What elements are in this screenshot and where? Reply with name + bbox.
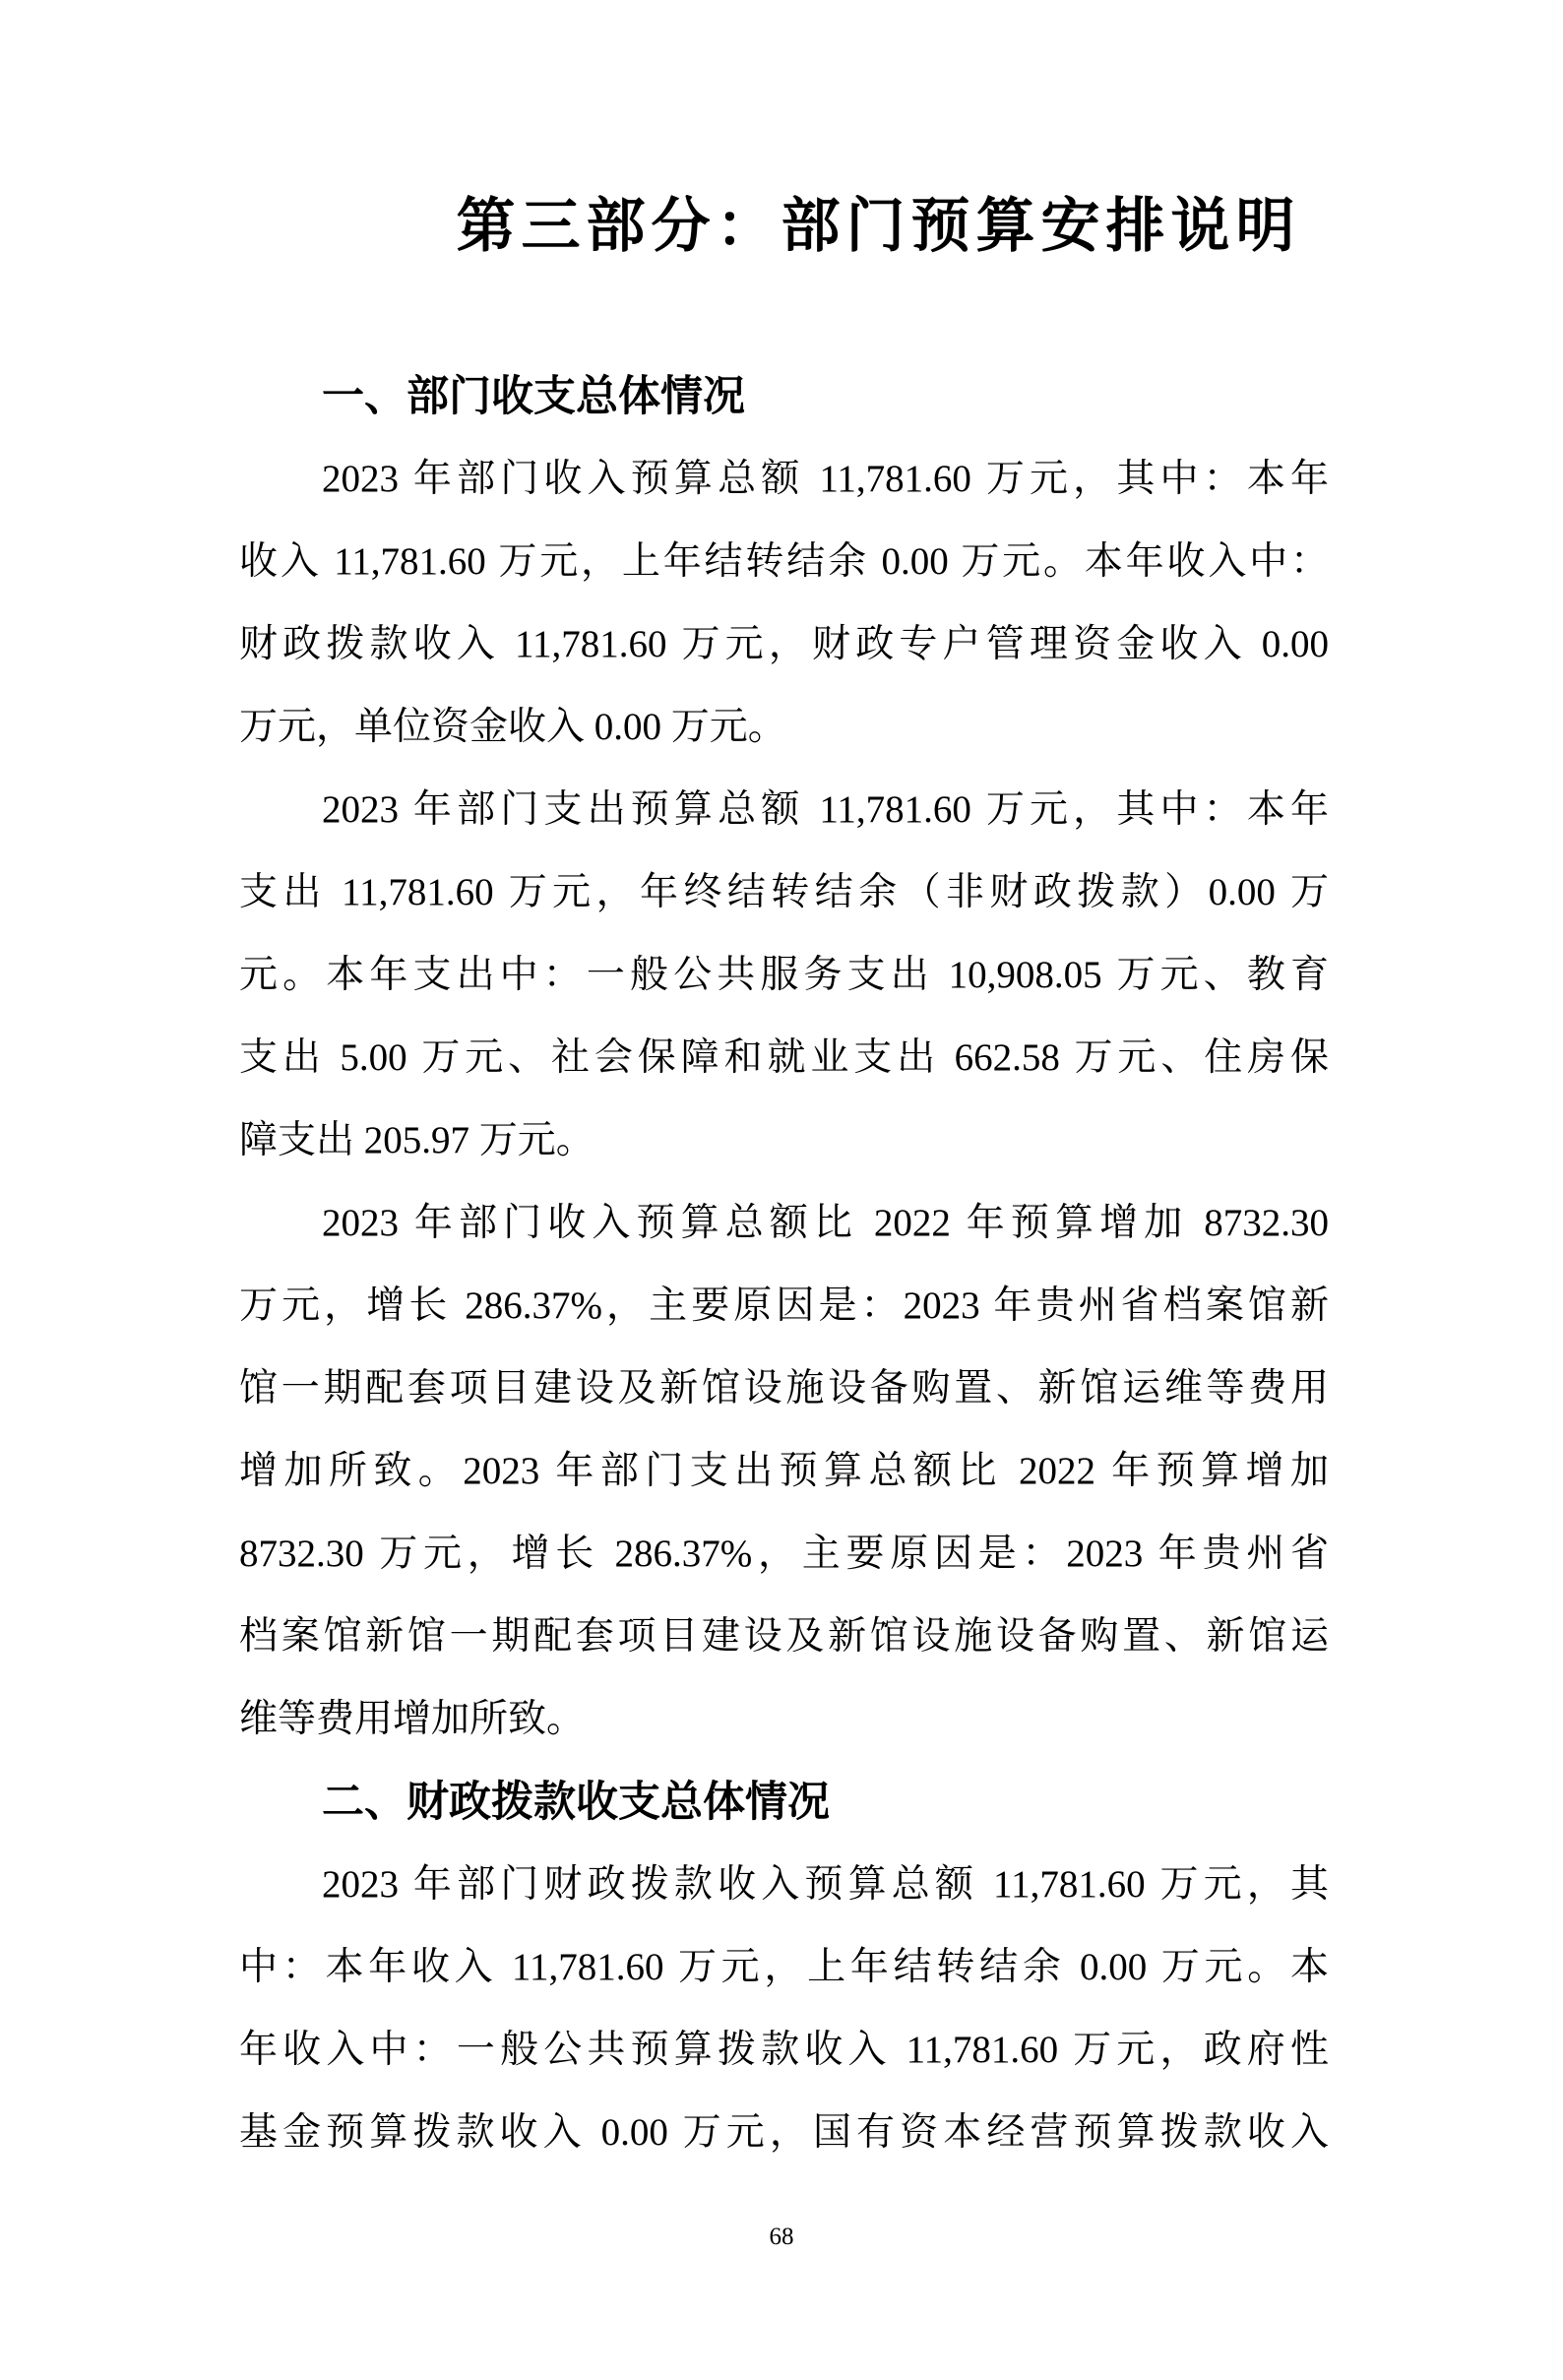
paragraph-line: 2023 年部门财政拨款收入预算总额 11,781.60 万元，其: [322, 1863, 1329, 1906]
paragraph-line: 年收入中：一般公共预算拨款收入 11,781.60 万元，政府性: [239, 2029, 1329, 2071]
paragraph-line: 支出 11,781.60 万元，年终结转结余（非财政拨款）0.00 万: [239, 871, 1329, 913]
paragraph-line: 档案馆新馆一期配套项目建设及新馆设施设备购置、新馆运: [239, 1615, 1329, 1658]
document-title: 第三部分：部门预算安排说明: [456, 193, 1301, 259]
paragraph-line: 基金预算拨款收入 0.00 万元，国有资本经营预算拨款收入: [239, 2111, 1329, 2154]
paragraph-line: 2023 年部门收入预算总额比 2022 年预算增加 8732.30: [322, 1202, 1329, 1244]
paragraph-line: 障支出 205.97 万元。: [239, 1119, 594, 1161]
paragraph-line: 增加所致。2023 年部门支出预算总额比 2022 年预算增加: [239, 1450, 1329, 1492]
document-body: [239, 355, 1329, 2174]
paragraph-line: 财政拨款收入 11,781.60 万元，财政专户管理资金收入 0.00: [239, 623, 1329, 665]
paragraph-line: 8732.30 万元，增长 286.37%，主要原因是：2023 年贵州省: [239, 1533, 1329, 1575]
page-number: 68: [769, 2223, 794, 2250]
paragraph-line: 万元，增长 286.37%，主要原因是：2023 年贵州省档案馆新: [239, 1284, 1329, 1327]
section-heading-2: 二、财政拨款收支总体情况: [322, 1779, 830, 1826]
paragraph-line: 中：本年收入 11,781.60 万元，上年结转结余 0.00 万元。本: [239, 1946, 1329, 1988]
paragraph-line: 2023 年部门支出预算总额 11,781.60 万元，其中：本年: [322, 788, 1329, 831]
paragraph-line: 万元，单位资金收入 0.00 万元。: [239, 706, 786, 748]
paragraph-line: 收入 11,781.60 万元，上年结转结余 0.00 万元。本年收入中：: [239, 540, 1329, 583]
paragraph-line: 2023 年部门收入预算总额 11,781.60 万元，其中：本年: [322, 458, 1329, 500]
paragraph-line: 馆一期配套项目建设及新馆设施设备购置、新馆运维等费用: [239, 1367, 1329, 1409]
paragraph-line: 支出 5.00 万元、社会保障和就业支出 662.58 万元、住房保: [239, 1036, 1329, 1079]
paragraph-line: 元。本年支出中：一般公共服务支出 10,908.05 万元、教育: [239, 954, 1329, 996]
paragraph-line: 维等费用增加所致。: [239, 1698, 586, 1740]
section-heading-1: 一、部门收支总体情况: [322, 373, 745, 420]
